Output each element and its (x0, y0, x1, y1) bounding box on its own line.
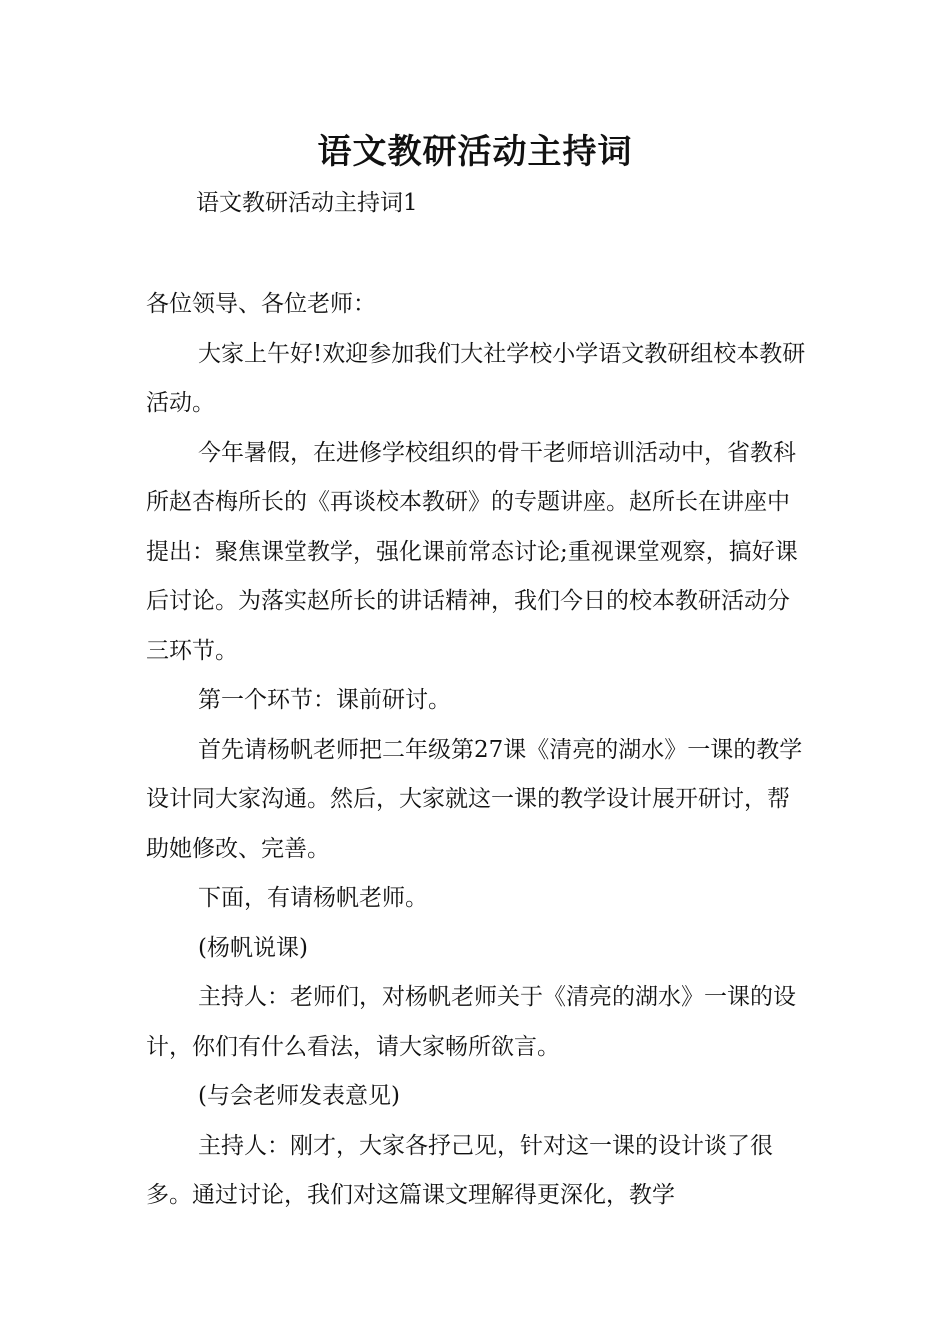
background-paragraph: 今年暑假，在进修学校组织的骨干老师培训活动中，省教科所赵杏梅所长的《再谈校本教研》的专题讲座。赵所长在讲座中提出：聚焦课堂教学，强化课前常态讨论;重视课堂观察，搞好课后讨论。为落实赵所长的讲话精神，我们今日的校本教研活动分三环节。 (146, 439, 798, 664)
invitation-paragraph: 下面，有请杨帆老师。 (198, 885, 428, 911)
stage-note-paragraph: (杨帆说课) (198, 934, 308, 961)
document-body (146, 280, 808, 1221)
instruction-paragraph: 首先请杨帆老师把二年级第27课《清亮的湖水》一课的教学设计同大家沟通。然后，大家就这一课的教学设计展开研讨，帮助她修改、完善。 (146, 736, 803, 862)
section-heading-paragraph: 第一个环节：课前研讨。 (198, 687, 451, 713)
host-summary-paragraph: 主持人：刚才，大家各抒己见，针对这一课的设计谈了很多。通过讨论，我们对这篇课文理解得更深化，教学 (146, 1132, 773, 1208)
stage-note-paragraph: (与会老师发表意见) (198, 1083, 400, 1109)
host-question-paragraph: 主持人：老师们，对杨帆老师关于《清亮的湖水》一课的设计，你们有什么看法，请大家畅所欲言。 (146, 984, 796, 1060)
document-title: 语文教研活动主持词 (317, 132, 633, 172)
salutation-paragraph: 各位领导、各位老师： (146, 291, 376, 317)
document-subtitle: 语文教研活动主持词1 (196, 190, 418, 216)
greeting-paragraph: 大家上午好!欢迎参加我们大社学校小学语文教研组校本教研活动。 (146, 340, 806, 416)
